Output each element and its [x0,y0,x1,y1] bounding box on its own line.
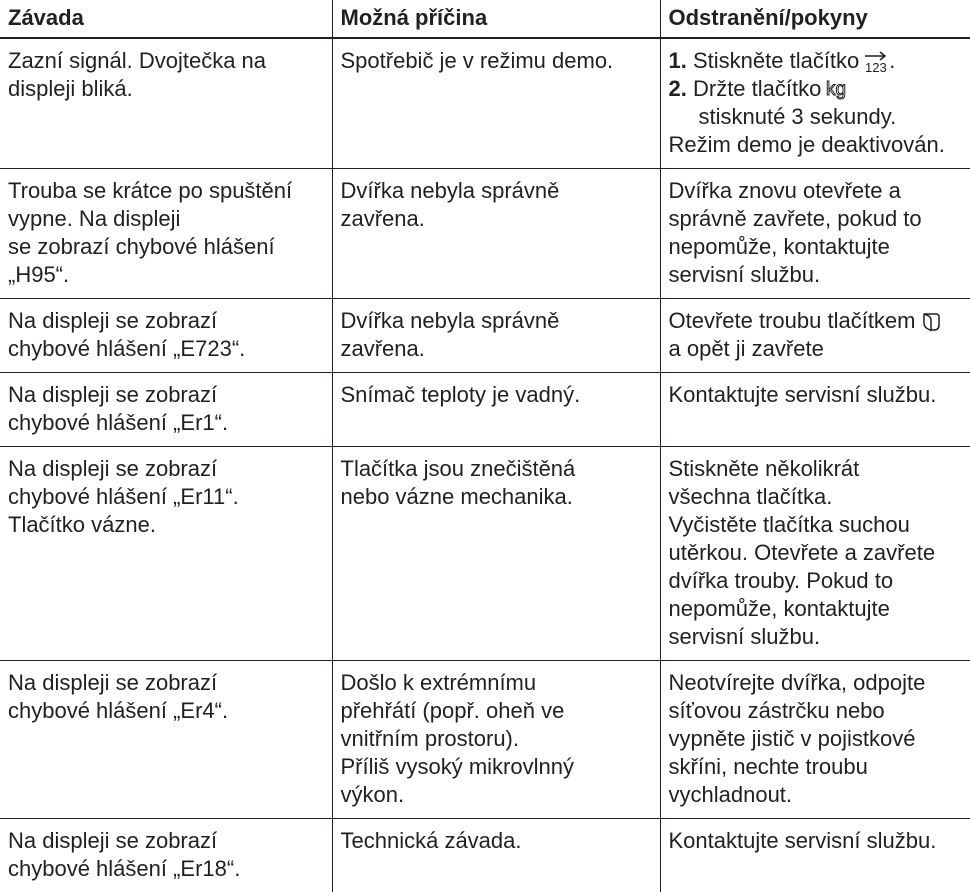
cause-line: Příliš vysoký mikrovlnný [341,753,654,781]
cause-line: přehřátí (popř. oheň ve [341,697,654,725]
remedy-step-2 [669,75,965,103]
table-row [0,819,970,892]
fault-line: vypne. Na displeji [8,205,326,233]
step-text: Držte tlačítko [693,76,821,101]
header-cause: Možná příčina [332,0,660,38]
fault-cell [0,819,332,892]
fault-cell [0,447,332,661]
remedy-cell [660,373,970,447]
remedy-text: Otevřete troubu tlačítkem [669,308,916,333]
remedy-line: nepomůže, kontaktujte [669,595,965,623]
remedy-step-1 [669,47,965,75]
fault-line: Na displeji se zobrazí [8,455,326,483]
remedy-line: dvířka trouby. Pokud to [669,567,965,595]
remedy-line: a opět ji zavřete [669,335,965,363]
cause-cell [332,299,660,373]
cause-line: Dvířka nebyla správně [341,177,654,205]
cause-cell [332,373,660,447]
cause-line: zavřena. [341,205,654,233]
remedy-line: Stiskněte několikrát [669,455,965,483]
remedy-cell [660,447,970,661]
remedy-line: správně zavřete, pokud to [669,205,965,233]
fault-line: Tlačítko vázne. [8,511,326,539]
fault-cell [0,38,332,169]
remedy-cell [660,661,970,819]
kg-icon [825,79,851,101]
fault-line: chybové hlášení „E723“. [8,335,326,363]
remedy-line: Neotvírejte dvířka, odpojte [669,669,965,697]
remedy-line: Vyčistěte tlačítka suchou [669,511,965,539]
remedy-line: skříni, nechte troubu [669,753,965,781]
fault-line: se zobrazí chybové hlášení [8,233,326,261]
cause-line: Došlo k extrémnímu [341,669,654,697]
fault-line: Na displeji se zobrazí [8,381,326,409]
cause-line: nebo vázne mechanika. [341,483,654,511]
table-header-row [0,0,970,38]
fault-cell [0,299,332,373]
step-continuation: stisknuté 3 sekundy. [669,103,965,131]
remedy-cell [660,299,970,373]
door-open-icon [920,311,942,333]
cause-cell [332,819,660,892]
cause-cell [332,38,660,169]
cause-cell [332,661,660,819]
fault-line: „H95“. [8,261,326,289]
fault-cell [0,169,332,299]
svg-text:123: 123 [865,60,887,74]
header-remedy: Odstranění/pokyny [660,0,970,38]
fault-line: Zazní signál. Dvojtečka na [8,47,326,75]
cause-line: zavřena. [341,335,654,363]
step-end: . [889,48,895,73]
cause-line: Dvířka nebyla správně [341,307,654,335]
remedy-cell [660,38,970,169]
remedy-line: nepomůže, kontaktujte [669,233,965,261]
fault-line: chybové hlášení „Er1“. [8,409,326,437]
fault-line: Na displeji se zobrazí [8,827,326,855]
cause-line: výkon. [341,781,654,809]
fault-cell [0,661,332,819]
cause-line: Spotřebič je v režimu demo. [341,47,654,75]
remedy-line: Dvířka znovu otevřete a [669,177,965,205]
table-row [0,38,970,169]
fault-line: chybové hlášení „Er4“. [8,697,326,725]
remedy-note: Režim demo je deaktivován. [669,131,965,159]
remedy-line: utěrkou. Otevřete a zavřete [669,539,965,567]
remedy-line: servisní službu. [669,261,965,289]
table-row [0,661,970,819]
svg-text:kg: kg [826,79,846,100]
fault-line: Na displeji se zobrazí [8,669,326,697]
fault-line: Trouba se krátce po spuštění [8,177,326,205]
fault-cell [0,373,332,447]
remedy-line: síťovou zástrčku nebo [669,697,965,725]
remedy-line: servisní službu. [669,623,965,651]
cause-line: vnitřním prostoru). [341,725,654,753]
table-row [0,373,970,447]
fault-line: chybové hlášení „Er18“. [8,855,326,883]
remedy-line: vychladnout. [669,781,965,809]
cause-cell [332,447,660,661]
remedy-cell [660,169,970,299]
cause-cell [332,169,660,299]
table-row [0,447,970,661]
fault-line: displeji bliká. [8,75,326,103]
remedy-line: vypněte jistič v pojistkové [669,725,965,753]
step-text: Stiskněte tlačítko [693,48,859,73]
header-fault: Závada [0,0,332,38]
remedy-cell [660,819,970,892]
cause-line: Tlačítka jsou znečištěná [341,455,654,483]
remedy-line: Kontaktujte servisní službu. [669,827,965,855]
step-number: 1. [669,48,687,73]
fault-line: chybové hlášení „Er11“. [8,483,326,511]
fault-line: Na displeji se zobrazí [8,307,326,335]
cause-line: Technická závada. [341,827,654,855]
cause-line: Snímač teploty je vadný. [341,381,654,409]
table-row [0,169,970,299]
table-row [0,299,970,373]
remedy-line: Kontaktujte servisní službu. [669,381,965,409]
step-number: 2. [669,76,687,101]
remedy-line [669,307,965,335]
remedy-line: všechna tlačítka. [669,483,965,511]
123-arrow-icon [863,50,889,74]
